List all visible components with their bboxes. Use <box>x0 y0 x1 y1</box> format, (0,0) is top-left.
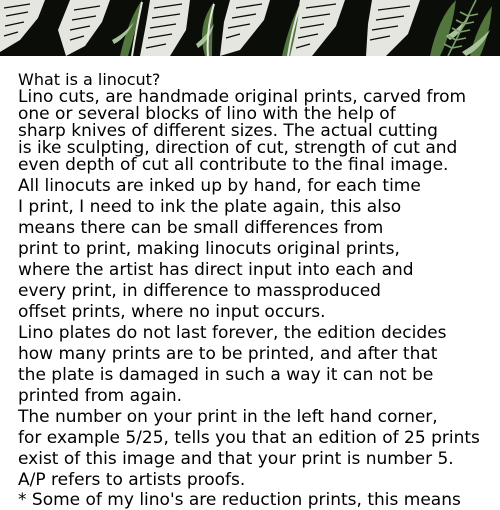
article-line: means there can be small differences from <box>18 218 384 238</box>
article-line: offset prints, where no input occurs. <box>18 302 326 322</box>
article-line: Lino cuts, are handmade original prints, carved from <box>18 87 467 107</box>
article-heading: What is a linocut? <box>18 70 161 89</box>
linocut-leaves-banner <box>0 0 500 56</box>
article-line: the plate is damaged in such a way it can not be <box>18 365 434 385</box>
article-line: The number on your print in the left hand corner, <box>18 407 438 427</box>
article-line: All linocuts are inked up by hand, for each time <box>18 176 421 196</box>
article-line: sharp knives of different sizes. The actual cutting <box>18 121 438 141</box>
article-line: for example 5/25, tells you that an edition of 25 prints <box>18 428 480 448</box>
article-line: * Some of my lino's are reduction prints, this means <box>18 490 461 510</box>
article-line: even depth of cut all contribute to the final image. <box>18 155 449 175</box>
article-line: how many prints are to be printed, and after that <box>18 344 438 364</box>
article-line: Lino plates do not last forever, the edition decides <box>18 323 447 343</box>
article-line: A/P refers to artists proofs. <box>18 470 246 490</box>
article-line: one or several blocks of lino with the help of <box>18 104 396 124</box>
article-line: every print, in difference to massproduced <box>18 281 381 301</box>
article-line: where the artist has direct input into each and <box>18 260 414 280</box>
article-line: exist of this image and that your print is number 5. <box>18 449 454 469</box>
article-line: I print, I need to ink the plate again, this also <box>18 197 402 217</box>
article-line: printed from again. <box>18 386 183 406</box>
article-line: is ike sculpting, direction of cut, strength of cut and <box>18 138 458 158</box>
article-line: print to print, making linocuts original prints, <box>18 239 400 259</box>
